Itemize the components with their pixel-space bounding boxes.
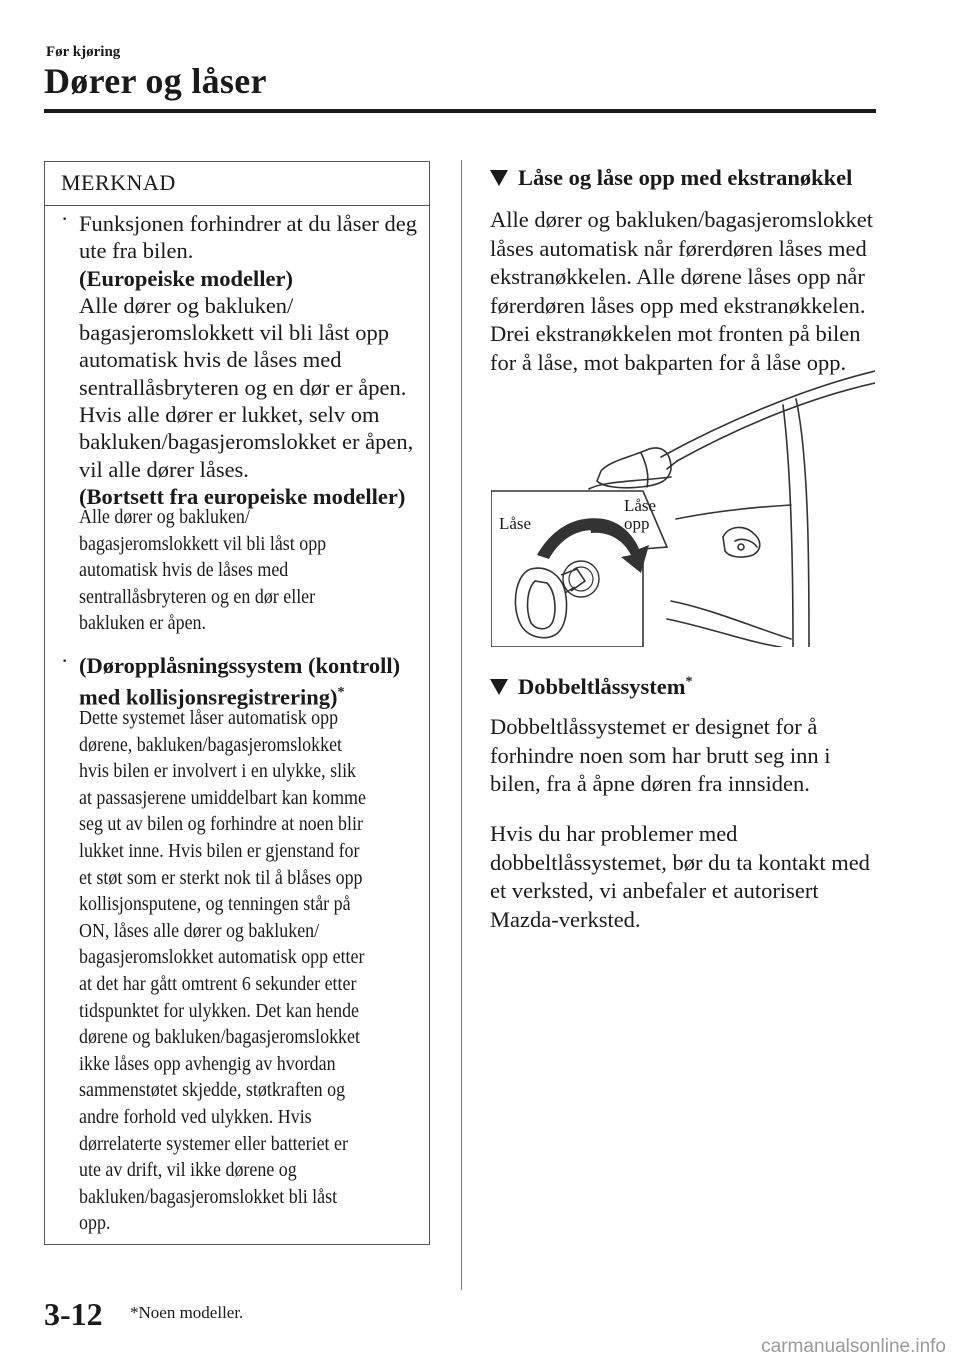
note-bullet2-text: Dette systemet låser automatisk opp dørene, bakluken/bagasjeromslokket hvis bilen er involvert i en ulykke, slik at passasjerene umiddelbart kan komme seg ut av bilen og forhindre at noen blir lukket inne. Hvis bilen er gjenstand for et støt som er sterkt nok til å blåses opp kollisjonsputene, og tenningen står på ON, låses alle dører og bakluken/ bagasjeromslokket automatisk opp etter at det har gått omtrent 6 sekunder etter tidspunktet for ulykken. Det kan hende dørene og bakluken/bagasjeromslokket ikke låses opp avhengig av hvordan sammenstøtet skjedde, støtkraften og andre forhold ved ulykken. Hvis dørrelaterte systemer eller batteriet er ute av drift, vil ikke dørene og bakluken/bagasjeromslokket bli låst opp.: [79, 708, 366, 1235]
note-heading: MERKNAD: [61, 170, 176, 195]
door-key-illustration: [491, 369, 875, 647]
double-lock-heading: Dobbeltlåssystem*: [490, 674, 693, 700]
lock-label: Låse: [499, 514, 532, 533]
side-mirror: [597, 448, 671, 488]
unlock-label-line2: opp: [624, 514, 650, 533]
note-header: [45, 162, 429, 206]
column-divider: [461, 160, 462, 1290]
section-label: Før kjøring: [46, 44, 121, 60]
non-eu-heading: (Bortsett fra europeiske modeller): [79, 483, 406, 509]
aux-key-heading: Låse og låse opp med ekstranøkkel: [490, 165, 852, 191]
footnote: *Noen modeller.: [130, 1303, 244, 1322]
note-bullet2-heading: (Døropplåsningssystem (kontroll) med kollisjonsregistrering)*: [79, 653, 401, 710]
aux-key-text: Alle dører og bakluken/bagasjeromslokket låses automatisk når førerdøren låses med ekstranøkkelen. Alle dørene låses opp når førerdøren låses opp med ekstranøkkelen. Drei ekstranøkkelen mot fronten på bilen for å låse, mot bakparten for å låse opp.: [490, 207, 874, 375]
page-number: 3-12: [44, 1296, 103, 1332]
watermark: carmanualsonline.info: [761, 1336, 946, 1357]
bullet-dot: ·: [61, 206, 69, 231]
door-handle: [723, 527, 760, 557]
double-lock-para1: Dobbeltlåssystemet er designet for å forhindre noen som har brutt seg inn i bilen, fra å åpne døren fra innsiden.: [490, 714, 831, 796]
unlock-label-line1: Låse: [624, 496, 657, 515]
eu-heading: (Europeiske modeller): [79, 265, 293, 291]
note-bullet1-intro: Funksjonen forhindrer at du låser deg ute fra bilen. (Europeiske modeller) Alle dører og bakluken/ bagasjeromslokkett vil bli låst opp automatisk hvis de låses med sentrallåsbryteren og en dør er åpen. Hvis alle dører er lukket, selv om bakluken/bagasjeromslokket er åpen, vil alle dører låses. (Bortsett fra europeiske modeller): [79, 211, 418, 509]
title-rule: [44, 109, 876, 113]
bullet-dot: ·: [61, 648, 69, 673]
triangle-marker-icon: [490, 679, 508, 695]
window-frame-outer: [661, 371, 875, 457]
note-bullet1-non-eu-text: Alle dører og bakluken/ bagasjeromslokkett vil bli låst opp automatisk hvis de låses med sentrallåsbryteren og en dør eller bakluken er åpen.: [79, 507, 327, 635]
page-title: Dører og låser: [44, 61, 267, 101]
double-lock-para2: Hvis du har problemer med dobbeltlåssystemet, bør du ta kontakt med et verksted, vi anbefaler et autorisert Mazda-verksted.: [490, 821, 870, 932]
triangle-marker-icon: [490, 170, 508, 186]
note-box: [44, 161, 430, 1245]
